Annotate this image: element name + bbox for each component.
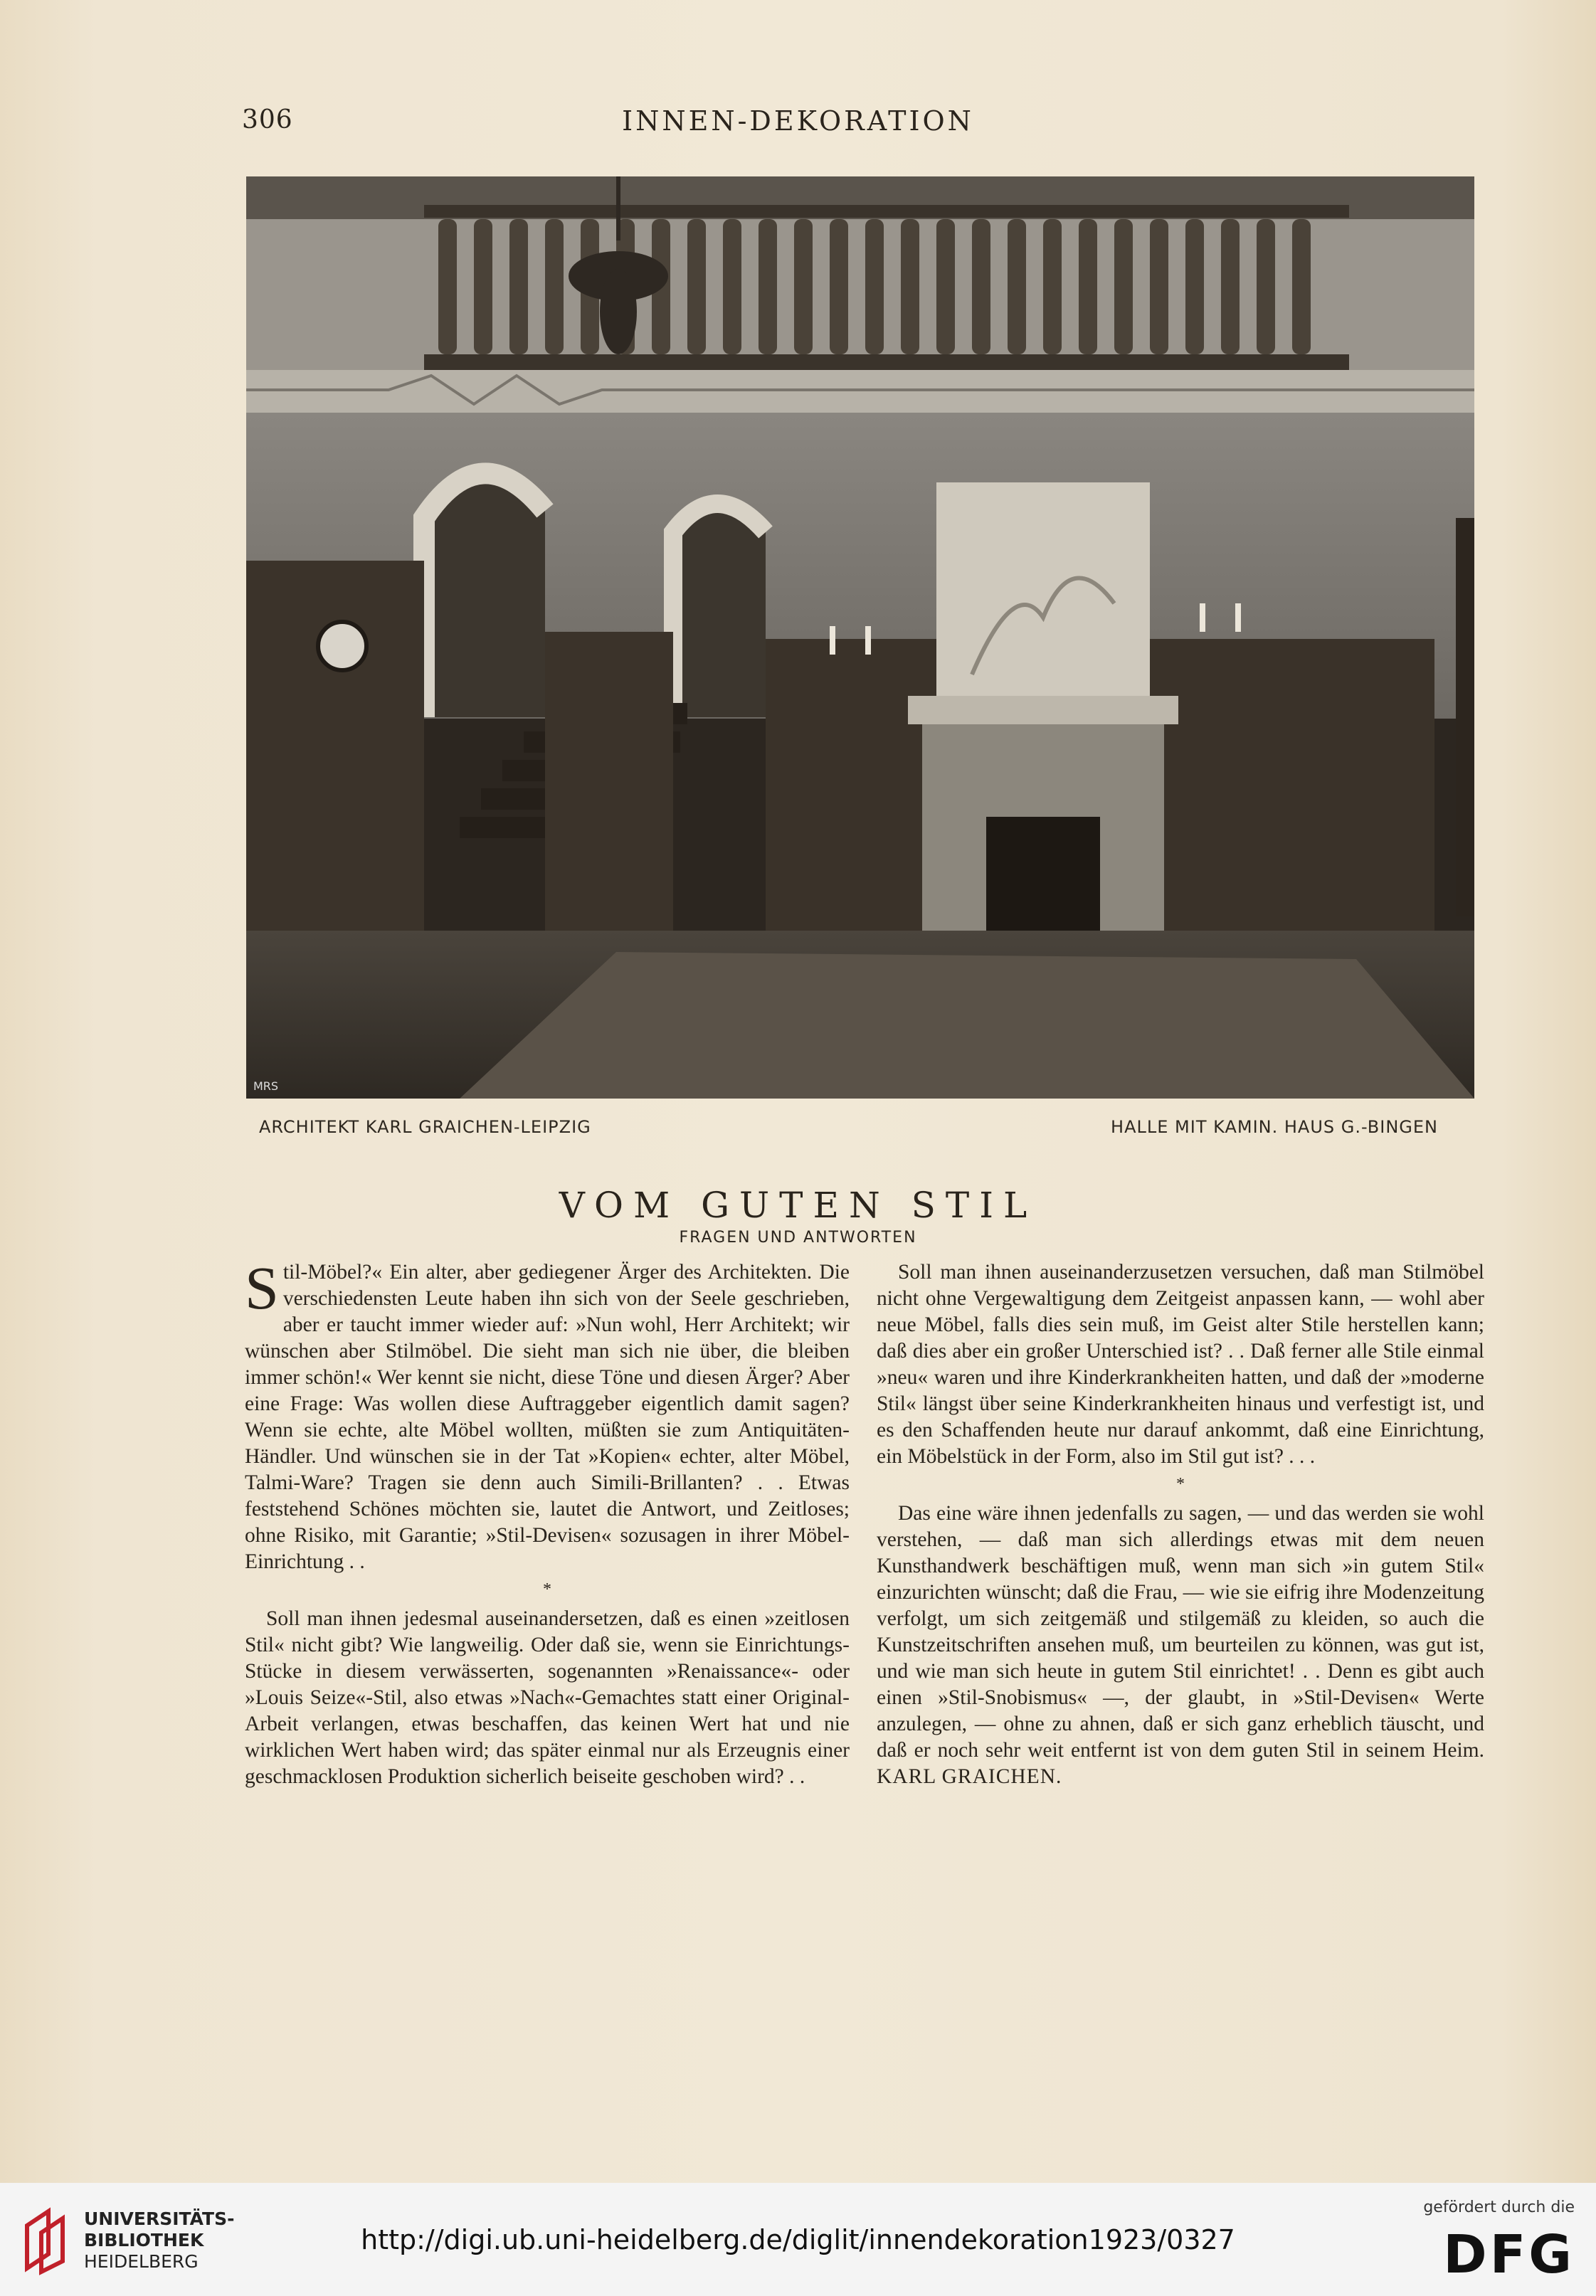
running-title: INNEN-DEKORATION bbox=[622, 105, 974, 137]
photo-caption-title: HALLE MIT KAMIN. HAUS G.-BINGEN bbox=[1111, 1117, 1438, 1137]
photo-caption-architect: ARCHITEKT KARL GRAICHEN-LEIPZIG bbox=[259, 1117, 591, 1137]
article-title: VOM GUTEN STIL bbox=[559, 1185, 1037, 1226]
source-url-link[interactable]: http://digi.ub.uni-heidelberg.de/diglit/innendekoration1923/0327 bbox=[361, 2224, 1235, 2255]
rug bbox=[460, 952, 1474, 1099]
dfg-logo: DFG bbox=[1443, 2224, 1575, 2285]
article-column-right bbox=[877, 1259, 1484, 1790]
photo-monogram: MRS bbox=[253, 1079, 279, 1093]
author-signature: KARL GRAICHEN. bbox=[877, 1765, 1062, 1788]
library-name-line: HEIDELBERG bbox=[84, 2251, 199, 2272]
digitization-footer bbox=[0, 2183, 1596, 2296]
library-name-line: BIBLIOTHEK bbox=[84, 2230, 204, 2250]
page-number: 306 bbox=[242, 105, 293, 134]
paragraph-text: til-Möbel?« Ein alter, aber gediegener Ärger des Architekten. Die verschiedensten Leute haben ihn sich von der Seele geschrieben, aber er taucht immer wieder auf: »Nun wohl, Herr Architekt; wir wünschen aber Stilmöbel. Die sieht man sich nie über, die bleiben immer schön!« Wer kennt sie nicht, diese Töne und diesen Ärger? Aber eine Frage: Was wollen diese Auftraggeber eigentlich damit sagen? Wenn sie echte, alte Möbel wollten, müßten sie zum Antiquitäten-Händler. Und wünschen sie in der Tat »Kopien« echter, alter Möbel, Talmi-Ware? Tragen sie denn auch Simili-Brillanten? . . Etwas feststehend Schönes möchten sie, lautet die Antwort, und Zeitloses; ohne Risiko, mit Garantie; »Stil-Devisen« sozusagen in ihrer Möbel-Einrichtung . . bbox=[245, 1261, 850, 1573]
library-name-line: UNIVERSITÄTS- bbox=[84, 2208, 235, 2229]
paragraph-text: Das eine wäre ihnen jedenfalls zu sagen, — und das werden sie wohl verstehen, — daß man sich allerdings etwas mit dem neuen Kunsthandwerk beschäftigen muß, wenn man sich »in gutem Stil« einzurichten wünscht; daß die Frau, — wie sie eifrig ihre Modenzeitung verfolgt, um sich zeitgemäß und stilgemäß zu kleiden, so auch die Kunstzeitschriften ansehen muß, um beurteilen zu können, was gut ist, und wie man sich heute in gutem Stil einrichtet! . . Denn es gibt auch einen »Stil-Snobismus« —, der glaubt, in »Stil-Devisen« Werte anzulegen, — ohne zu ahnen, daß er sich ganz erheblich täuscht, und daß er noch sehr weit entfernt ist von dem guten Stil in seinem Heim. bbox=[877, 1502, 1484, 1762]
article-column-left bbox=[245, 1254, 850, 1790]
paragraph: Soll man ihnen jedesmal auseinandersetzen, daß es einen »zeitlosen Stil« nicht gibt? Wie langweilig. Oder daß sie, wenn sie Einrichtungs-Stücke in diesem verwässerten, sogenannten »Renaissance«- oder »Louis Seize«-Stil, also etwas »Nach«-Gemachtes statt einer Original-Arbeit verlangen, etwas beschaffen, das keinen Wert hat und nie wirklichen Wert haben wird; das später einmal nur als Erzeugnis einer geschmacklosen Produktion sicherlich beiseite geschoben wird? . . bbox=[245, 1607, 850, 1788]
hall-photo-illustration bbox=[246, 176, 1474, 1099]
funding-note: gefördert durch die bbox=[1423, 2199, 1575, 2216]
section-separator: * bbox=[1176, 1475, 1185, 1493]
wall-clock-icon bbox=[318, 622, 366, 670]
chimney-relief bbox=[936, 482, 1150, 696]
paragraph: Soll man ihnen auseinanderzusetzen versuchen, daß man Stilmöbel nicht ohne Vergewaltigung dem Zeitgeist anpassen kann, — wohl aber neue Möbel, falls dies sein muß, im Geist alter Stile herstellen kann; daß dies aber ein großer Unterschied ist? . . Daß ferner alle Stile einmal »neu« waren und ihre Kinderkrankheiten hatten, und daß der »moderne Stil« längst über seine Kinderkrankheiten hinaus und verfestigt ist, und es den Schaffenden heute nur darauf ankommt, daß eine Einrichtung, ein Möbelstück in der Form, also im Stil gut ist? . . . bbox=[877, 1261, 1484, 1468]
paragraph bbox=[877, 1501, 1484, 1790]
drop-cap: S bbox=[245, 1254, 279, 1322]
article-subtitle: FRAGEN UND ANTWORTEN bbox=[679, 1229, 917, 1247]
running-head bbox=[0, 105, 1596, 148]
hall-photograph bbox=[246, 176, 1474, 1099]
section-separator: * bbox=[543, 1580, 551, 1599]
paragraph bbox=[245, 1254, 850, 1575]
